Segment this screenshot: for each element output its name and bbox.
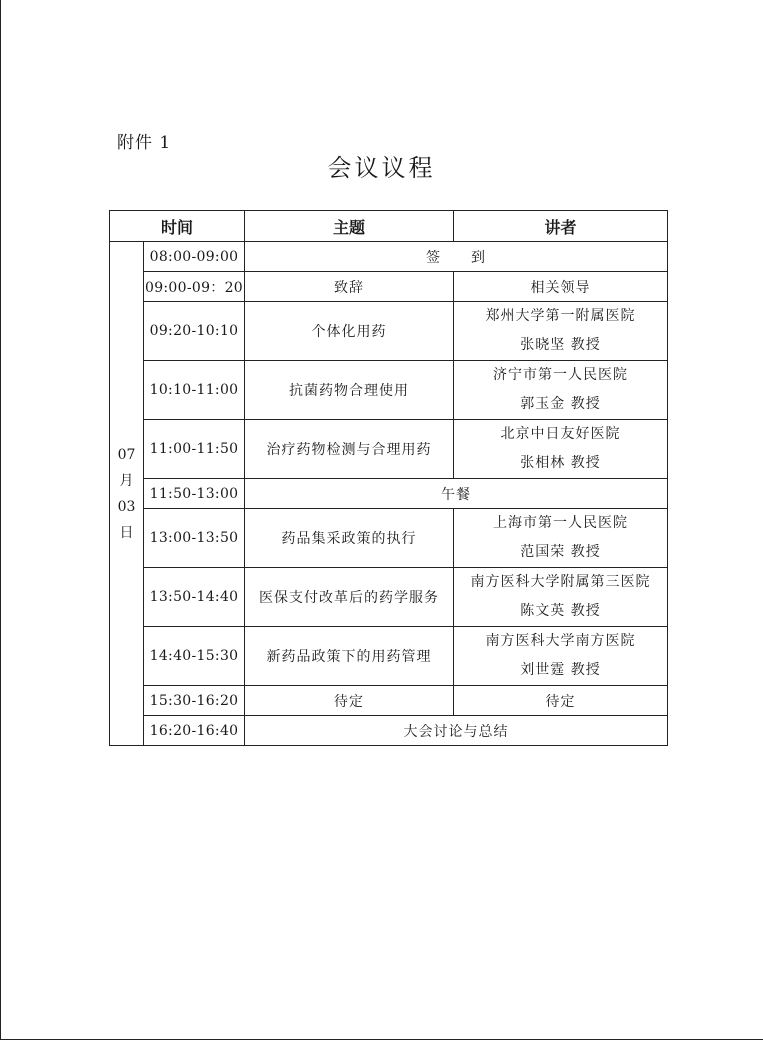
time-cell: 11:00-11:50 — [144, 420, 245, 479]
speaker-cell: 相关领导 — [454, 272, 668, 302]
date-day-char: 日 — [119, 524, 134, 541]
topic-cell: 药品集采政策的执行 — [245, 509, 454, 568]
time-cell: 10:10-11:00 — [144, 361, 245, 420]
table-row — [110, 568, 668, 627]
speaker-name: 郭玉金 教授 — [520, 396, 601, 412]
table-row — [110, 686, 668, 716]
speaker-org: 南方医科大学南方医院 — [485, 633, 636, 649]
time-cell: 15:30-16:20 — [144, 686, 245, 716]
topic-cell: 致辞 — [245, 272, 454, 302]
time-cell: 13:00-13:50 — [144, 509, 245, 568]
speaker-cell: 待定 — [454, 686, 668, 716]
time-cell: 08:00-09:00 — [144, 242, 245, 272]
speaker-org: 上海市第一人民医院 — [493, 515, 629, 531]
time-cell: 09:20-10:10 — [144, 302, 245, 361]
topic-cell: 待定 — [245, 686, 454, 716]
topic-cell: 个体化用药 — [245, 302, 454, 361]
speaker-org: 北京中日友好医院 — [500, 426, 621, 442]
table-row — [110, 242, 668, 272]
topic-cell: 治疗药物检测与合理用药 — [245, 420, 454, 479]
speaker-cell — [454, 420, 668, 479]
topic-cell: 医保支付改革后的药学服务 — [245, 568, 454, 627]
table-row — [110, 716, 668, 746]
speaker-cell — [454, 627, 668, 686]
speaker-org: 郑州大学第一附属医院 — [485, 308, 636, 324]
table-row — [110, 627, 668, 686]
speaker-org: 济宁市第一人民医院 — [493, 367, 629, 383]
speaker-name: 刘世霆 教授 — [520, 662, 601, 678]
header-speaker: 讲者 — [454, 211, 668, 242]
speaker-cell — [454, 568, 668, 627]
time-cell: 11:50-13:00 — [144, 479, 245, 509]
merged-cell-checkin: 签 到 — [245, 242, 668, 272]
header-time: 时间 — [110, 211, 245, 242]
time-cell: 13:50-14:40 — [144, 568, 245, 627]
topic-cell: 抗菌药物合理使用 — [245, 361, 454, 420]
date-day-number: 03 — [117, 498, 136, 515]
table-header-row — [110, 211, 668, 242]
attachment-label: 附件 1 — [117, 133, 172, 153]
time-cell: 16:20-16:40 — [144, 716, 245, 746]
speaker-org: 南方医科大学附属第三医院 — [470, 574, 651, 590]
date-cell — [110, 242, 144, 746]
header-topic: 主题 — [245, 211, 454, 242]
table-row — [110, 479, 668, 509]
table-row — [110, 420, 668, 479]
speaker-cell — [454, 361, 668, 420]
speaker-name: 陈文英 教授 — [520, 603, 601, 619]
speaker-name: 张晓坚 教授 — [520, 337, 601, 353]
date-month-char: 月 — [119, 472, 134, 489]
agenda-table — [109, 210, 668, 746]
table-row — [110, 509, 668, 568]
speaker-name: 范国荣 教授 — [520, 544, 601, 560]
table-row — [110, 272, 668, 302]
speaker-cell — [454, 509, 668, 568]
table-row — [110, 361, 668, 420]
page-title: 会议议程 — [327, 154, 436, 182]
merged-cell-closing: 大会讨论与总结 — [245, 716, 668, 746]
date-month-number: 07 — [117, 446, 136, 463]
speaker-name: 张相林 教授 — [520, 455, 601, 471]
merged-cell-lunch: 午餐 — [245, 479, 668, 509]
table-row — [110, 302, 668, 361]
time-cell: 09:00-09：20 — [144, 272, 245, 302]
speaker-cell — [454, 302, 668, 361]
topic-cell: 新药品政策下的用药管理 — [245, 627, 454, 686]
time-cell: 14:40-15:30 — [144, 627, 245, 686]
